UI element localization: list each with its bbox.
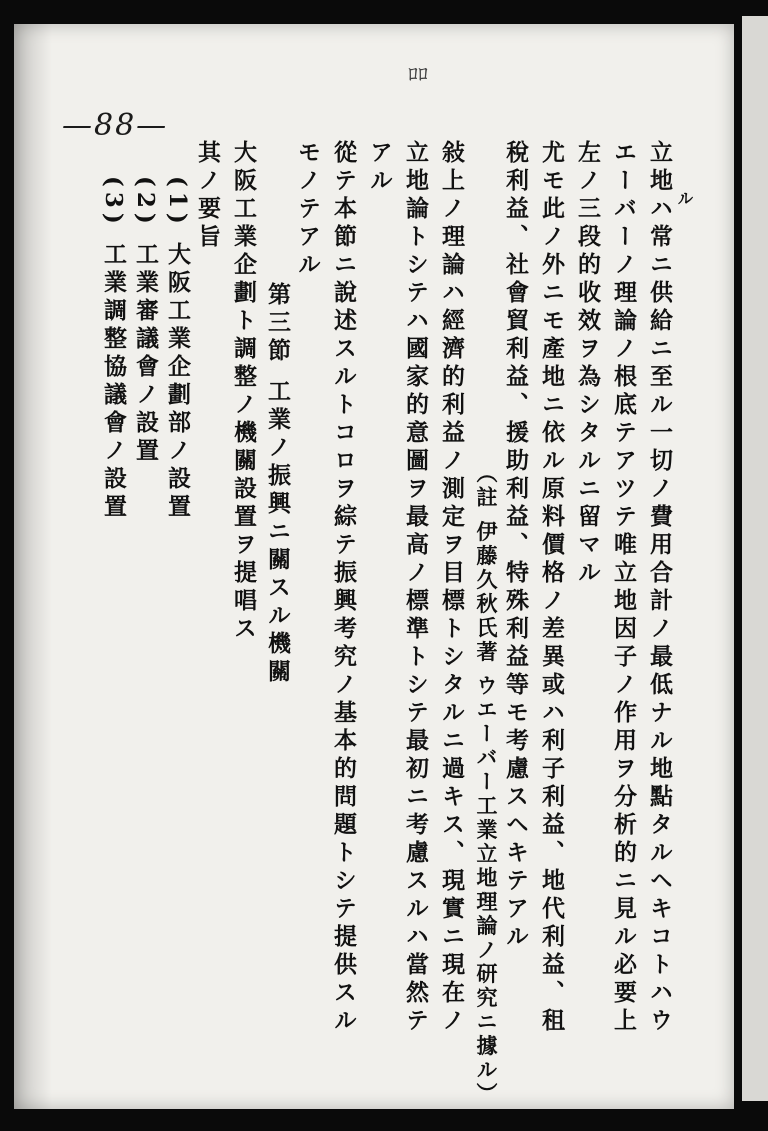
text-column: 立地論トシテハ國家的意圖ヲ最高ノ標準トシテ最初ニ考慮スルハ當然テ (402, 140, 429, 1036)
text-column: 立地ハ常ニ供給ニ至ル一切ノ費用合計ノ最低ナル地點タルヘキコトハウ (646, 140, 673, 1036)
text-column: エーバーノ理論ノ根底テアツテ唯立地因子ノ作用ヲ分析的ニ見ル必要上 (610, 140, 637, 1036)
text-column: 其ノ要旨 (194, 140, 221, 252)
text-column: 尤モ此ノ外ニモ產地ニ依ル原料價格ノ差異或ハ利子利益、地代利益、租 (538, 140, 565, 1036)
text-column: 左ノ三段的收效ヲ為シタルニ留マル (574, 140, 601, 588)
text-column: 稅利益、社會貿利益、援助利益、特殊利益等モ考慮スヘキテアル (502, 140, 529, 952)
text-column: 大阪工業企劃ト調整ノ機關設置ヲ提唱ス (230, 140, 257, 644)
text-column: ル (675, 190, 694, 211)
list-item: (2) 工業審議會ノ設置 (132, 176, 159, 466)
section-heading: 第三節 工業ノ振興ニ關スル機關 (264, 282, 291, 688)
page-number: —88— (62, 108, 169, 143)
top-mark: ﾛﾛ (408, 62, 428, 86)
adjacent-page-edge (742, 16, 768, 1101)
text-column: アル (366, 140, 393, 196)
list-item: (3) 工業調整協議會ノ設置 (100, 176, 127, 522)
text-column: モノテアル (294, 140, 321, 280)
list-item: (1) 大阪工業企劃部ノ設置 (164, 176, 191, 522)
page-binding-shadow (14, 24, 52, 1109)
text-column: 從テ本節ニ說述スルトコロヲ綜テ振興考究ノ基本的問題トシテ提供スル (330, 140, 357, 1036)
text-column: 敍上ノ理論ハ經濟的利益ノ測定ヲ目標トシタルニ過キス、現實ニ現在ノ (438, 140, 465, 1036)
citation-note: （註 伊藤久秋氏著 ウエーバー工業立地理論ノ研究ニ據ル） (474, 462, 499, 1107)
